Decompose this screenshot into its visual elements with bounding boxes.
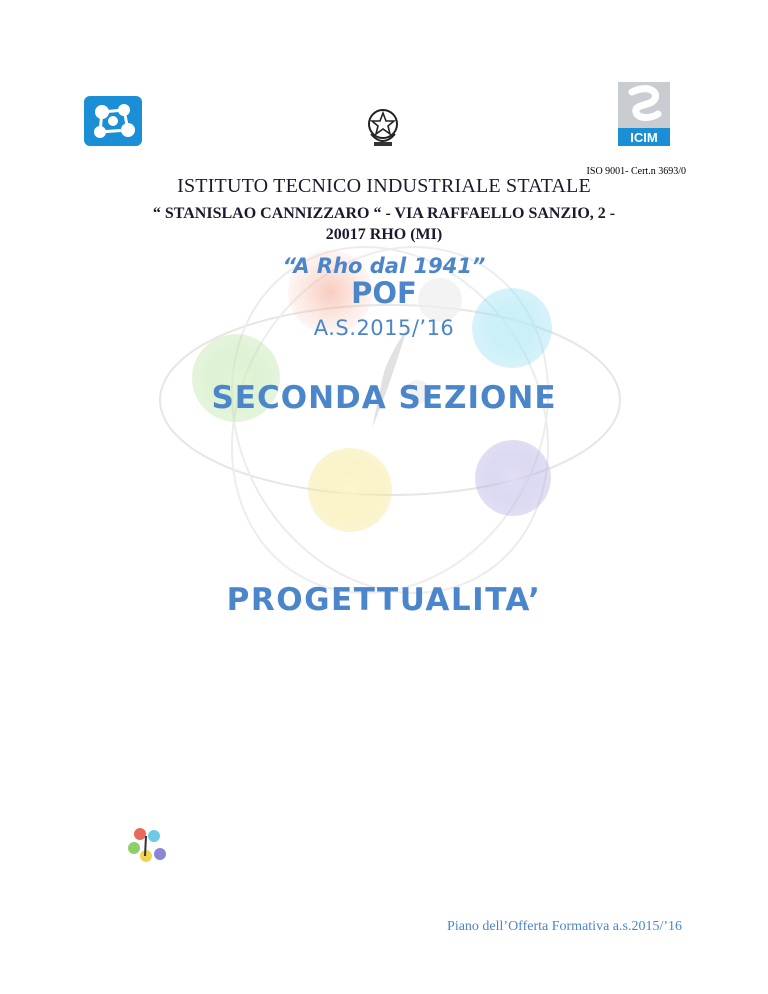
icim-logo-text: ICIM [630, 130, 658, 145]
italian-republic-emblem [366, 104, 400, 150]
school-year: A.S.2015/’16 [313, 316, 455, 340]
institute-address-line2: 20017 RHO (MI) [325, 226, 443, 243]
decorative-small-graphic [120, 822, 172, 866]
icim-certification-logo [618, 82, 670, 146]
institute-name: ISTITUTO TECNICO INDUSTRIALE STATALE [177, 175, 591, 197]
document-title: POF [351, 276, 417, 310]
footer-text: Piano dell’Offerta Formativa a.s.2015/’16 [447, 919, 682, 934]
certification-note: ISO 9001- Cert.n 3693/0 [586, 166, 686, 177]
institute-address-line1: “ STANISLAO CANNIZZARO “ - VIA RAFFAELLO SANZIO, 2 - [152, 205, 616, 222]
institute-address [60, 203, 708, 245]
section-title: SECONDA SEZIONE [211, 380, 557, 416]
school-logo [84, 96, 142, 146]
section-subject: PROGETTUALITA’ [226, 582, 542, 618]
school-motto: “A Rho dal 1941” [282, 254, 486, 278]
